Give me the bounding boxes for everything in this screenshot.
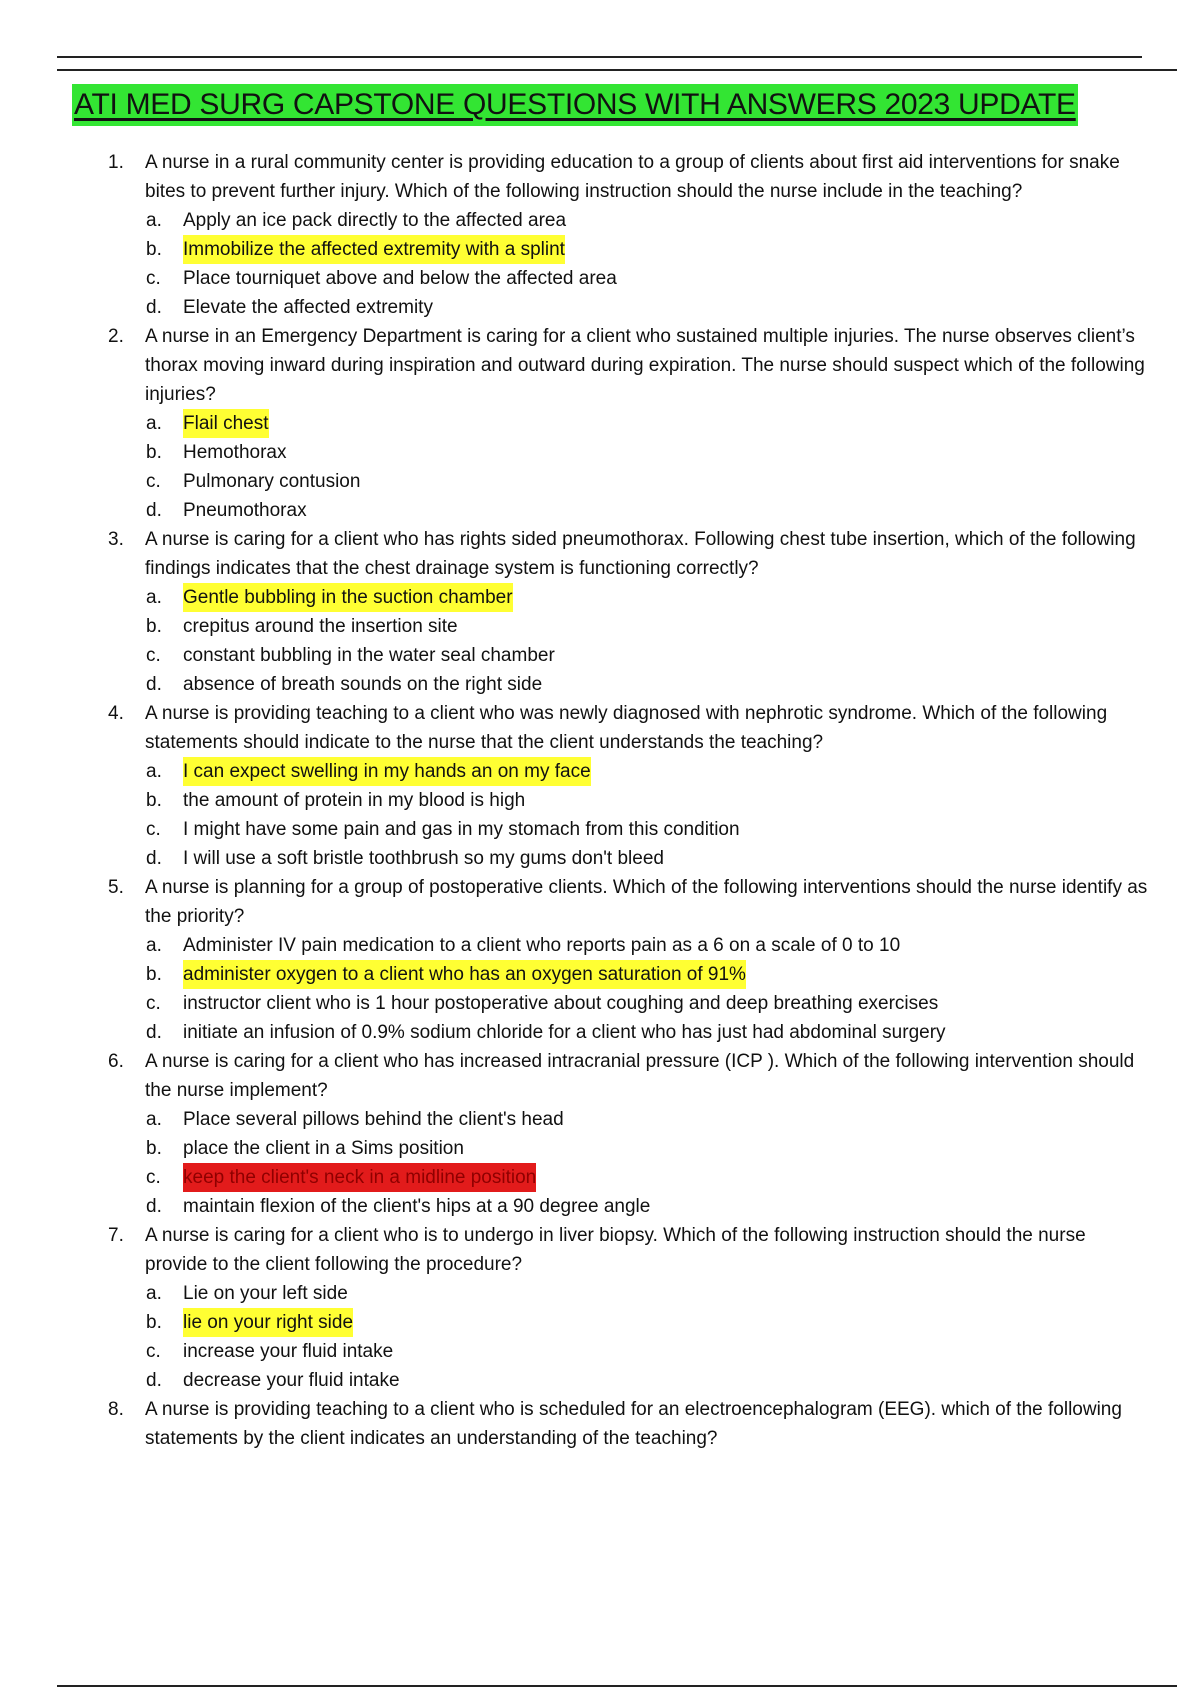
header-rule [57, 56, 1142, 58]
option-text: Lie on your left side [183, 1283, 348, 1304]
option-letter: c. [146, 645, 161, 666]
answer-option [145, 206, 1150, 235]
answer-option [145, 786, 1150, 815]
question-body [145, 148, 1150, 322]
question-number: 3. [108, 529, 124, 550]
option-text: Pulmonary contusion [183, 471, 361, 492]
question-body [145, 1395, 1150, 1453]
answer-option [145, 409, 1150, 438]
option-letter: c. [146, 471, 161, 492]
answer-option [145, 1337, 1150, 1366]
option-text: maintain flexion of the client's hips at a 90 degree angle [183, 1196, 651, 1217]
question-text: A nurse is caring for a client who has increased intracranial pressure (ICP ). Which of the following intervention should the nurse implement? [145, 1051, 1135, 1101]
answer-option [145, 293, 1150, 322]
option-letter: b. [146, 239, 162, 260]
answer-option [145, 1192, 1150, 1221]
option-letter: d. [146, 1370, 162, 1391]
question-text: A nurse is caring for a client who is to undergo in liver biopsy. Which of the following instruction should the nurse provide to the client following the procedure? [145, 1225, 1086, 1275]
answer-option [145, 1279, 1150, 1308]
answer-option [145, 1366, 1150, 1395]
question-item [100, 873, 1150, 1047]
answer-option [145, 641, 1150, 670]
option-letter: d. [146, 500, 162, 521]
option-text: I might have some pain and gas in my stomach from this condition [183, 819, 740, 840]
option-text: instructor client who is 1 hour postoperative about coughing and deep breathing exercises [183, 993, 939, 1014]
correct-answer-text: administer oxygen to a client who has an oxygen saturation of 91% [183, 960, 746, 989]
option-text: Place several pillows behind the client's head [183, 1109, 564, 1130]
option-letter: d. [146, 1196, 162, 1217]
question-item [100, 1047, 1150, 1221]
document-title: ATI MED SURG CAPSTONE QUESTIONS WITH ANSWERS 2023 UPDATE [72, 84, 1078, 126]
correct-answer-text: I can expect swelling in my hands an on my face [183, 757, 591, 786]
answer-option [145, 1134, 1150, 1163]
answer-option [145, 844, 1150, 873]
answer-option [145, 815, 1150, 844]
option-letter: a. [146, 1109, 162, 1130]
option-letter: b. [146, 616, 162, 637]
option-letter: a. [146, 761, 162, 782]
option-letter: d. [146, 297, 162, 318]
option-letter: c. [146, 819, 161, 840]
option-text: increase your fluid intake [183, 1341, 394, 1362]
question-body [145, 1221, 1150, 1395]
answer-options [145, 409, 1150, 525]
option-letter: a. [146, 210, 162, 231]
question-number: 8. [108, 1399, 124, 1420]
option-text: place the client in a Sims position [183, 1138, 464, 1159]
option-letter: a. [146, 413, 162, 434]
flagged-answer-text: keep the client's neck in a midline position [183, 1163, 536, 1192]
question-body [145, 525, 1150, 699]
header-rule-secondary [57, 69, 1177, 71]
question-body [145, 1047, 1150, 1221]
title-block [72, 84, 1078, 126]
question-number: 4. [108, 703, 124, 724]
answer-options [145, 931, 1150, 1047]
footer-rule [57, 1685, 1177, 1687]
answer-options [145, 757, 1150, 873]
question-number: 1. [108, 152, 124, 173]
option-text: crepitus around the insertion site [183, 616, 458, 637]
question-text: A nurse is caring for a client who has rights sided pneumothorax. Following chest tube insertion, which of the following findings indicates that the chest drainage system is functioning correctly? [145, 529, 1136, 579]
option-text: Apply an ice pack directly to the affected area [183, 210, 567, 231]
option-letter: d. [146, 848, 162, 869]
option-letter: b. [146, 790, 162, 811]
option-letter: c. [146, 1167, 161, 1188]
option-letter: c. [146, 268, 161, 289]
answer-option [145, 670, 1150, 699]
answer-option [145, 612, 1150, 641]
question-number: 7. [108, 1225, 124, 1246]
question-number: 2. [108, 326, 124, 347]
option-text: constant bubbling in the water seal chamber [183, 645, 555, 666]
answer-options [145, 1105, 1150, 1221]
option-letter: b. [146, 442, 162, 463]
answer-option [145, 1308, 1150, 1337]
question-body [145, 322, 1150, 525]
option-text: Administer IV pain medication to a client who reports pain as a 6 on a scale of 0 to 10 [183, 935, 901, 956]
option-letter: a. [146, 587, 162, 608]
answer-option [145, 496, 1150, 525]
question-item [100, 148, 1150, 322]
answer-option [145, 1018, 1150, 1047]
option-letter: d. [146, 674, 162, 695]
option-text: initiate an infusion of 0.9% sodium chloride for a client who has just had abdominal surgery [183, 1022, 946, 1043]
question-text: A nurse in an Emergency Department is caring for a client who sustained multiple injuries. The nurse observes client’s thorax moving inward during inspiration and outward during expiration. The nurse should suspect which of the following injuries? [145, 326, 1145, 405]
correct-answer-text: Immobilize the affected extremity with a splint [183, 235, 565, 264]
question-item [100, 525, 1150, 699]
question-item [100, 1221, 1150, 1395]
option-letter: d. [146, 1022, 162, 1043]
question-body [145, 873, 1150, 1047]
answer-option [145, 960, 1150, 989]
answer-option [145, 583, 1150, 612]
question-body [145, 699, 1150, 873]
option-letter: c. [146, 993, 161, 1014]
option-letter: a. [146, 935, 162, 956]
answer-options [145, 583, 1150, 699]
answer-option [145, 1105, 1150, 1134]
option-letter: c. [146, 1341, 161, 1362]
answer-option [145, 1163, 1150, 1192]
answer-option [145, 264, 1150, 293]
correct-answer-text: Gentle bubbling in the suction chamber [183, 583, 513, 612]
question-text: A nurse in a rural community center is providing education to a group of clients about first aid interventions for snake bites to prevent further injury. Which of the following instruction should the nurse include in the teaching? [145, 152, 1120, 202]
option-text: absence of breath sounds on the right side [183, 674, 543, 695]
option-text: I will use a soft bristle toothbrush so my gums don't bleed [183, 848, 664, 869]
answer-option [145, 467, 1150, 496]
answer-option [145, 235, 1150, 264]
option-text: Hemothorax [183, 442, 287, 463]
question-item [100, 1395, 1150, 1453]
question-item [100, 322, 1150, 525]
option-text: Pneumothorax [183, 500, 307, 521]
answer-option [145, 438, 1150, 467]
question-item [100, 699, 1150, 873]
question-text: A nurse is planning for a group of postoperative clients. Which of the following interventions should the nurse identify as the priority? [145, 877, 1148, 927]
option-letter: a. [146, 1283, 162, 1304]
option-letter: b. [146, 964, 162, 985]
option-letter: b. [146, 1138, 162, 1159]
correct-answer-text: lie on your right side [183, 1308, 353, 1337]
correct-answer-text: Flail chest [183, 409, 269, 438]
option-text: Place tourniquet above and below the affected area [183, 268, 617, 289]
question-list [100, 148, 1150, 1453]
option-letter: b. [146, 1312, 162, 1333]
question-text: A nurse is providing teaching to a client who is scheduled for an electroencephalogram (EEG). which of the following statements by the client indicates an understanding of the teaching? [145, 1399, 1122, 1449]
option-text: the amount of protein in my blood is high [183, 790, 526, 811]
answer-option [145, 931, 1150, 960]
answer-options [145, 1279, 1150, 1395]
question-number: 6. [108, 1051, 124, 1072]
question-number: 5. [108, 877, 124, 898]
answer-option [145, 757, 1150, 786]
answer-option [145, 989, 1150, 1018]
option-text: Elevate the affected extremity [183, 297, 433, 318]
answer-options [145, 206, 1150, 322]
question-text: A nurse is providing teaching to a client who was newly diagnosed with nephrotic syndrome. Which of the following statements should indicate to the nurse that the client understands the teaching? [145, 703, 1108, 753]
option-text: decrease your fluid intake [183, 1370, 400, 1391]
